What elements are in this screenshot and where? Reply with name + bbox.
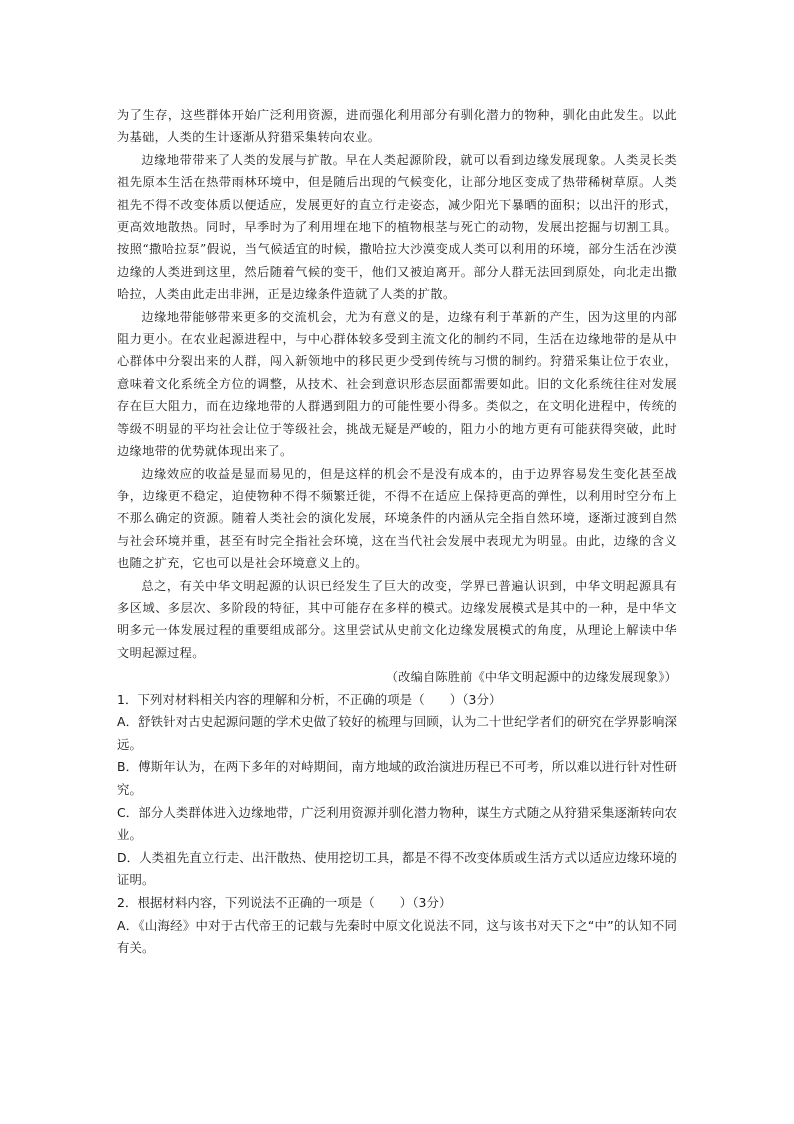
- question-2: [117, 892, 677, 960]
- question-1-option-c: C．部分人类群体进入边缘地带，广泛利用资源并驯化潜力物种，谋生方式随之从狩猎采集逐渐转向农业。: [117, 804, 677, 843]
- question-1-stem: 1．下列对材料相关内容的理解和分析，不正确的项是（ ）（3分）: [117, 691, 502, 707]
- question-1-option-a: A．舒铁针对古史起源问题的学术史做了较好的梳理与回顾，认为二十世纪学者们的研究在学界影响深远。: [117, 714, 677, 752]
- reading-passage: [117, 104, 677, 689]
- question-2-option-a: A．《山海经》中对于古代帝王的记载与先秦时中原文化说法不同，这与该书对天下之“中”的认知不同有关。: [117, 917, 677, 956]
- page-content: [117, 104, 677, 960]
- question-section: [117, 689, 677, 960]
- passage-paragraph-5: 总之，有关中华文明起源的认识已经发生了巨大的改变，学界已普遍认识到，中华文明起源具有多区域、多层次、多阶段的特征，其中可能存在多样的模式。边缘发展模式是其中的一种，是中华文明多元一体发展过程的重要组成部分。这里尝试从史前文化边缘发展模式的角度，从理论上解读中华文明起源过程。: [117, 578, 677, 660]
- passage-source-citation: （改编自陈胜前《中华文明起源中的边缘发展现象》）: [385, 670, 677, 685]
- question-1-option-b: B．傅斯年认为，在两下多年的对峙期间，南方地域的政治演进历程已不可考，所以难以进行针对性研究。: [117, 759, 677, 797]
- question-2-stem: 2．根据材料内容，下列说法不正确的一项是（ ）（3分）: [117, 894, 452, 910]
- passage-paragraph-2: 边缘地带带来了人类的发展与扩散。早在人类起源阶段，就可以看到边缘发展现象。人类灵长类祖先原本生活在热带雨林环境中，但是随后出现的气候变化，让部分地区变成了热带稀树草原。人类祖先不得不改变体质以便适应，发展更好的直立行走姿态，减少阳光下暴晒的面积；以出汗的形式，更高效地散热。同时，早季时为了利用埋在地下的植物根茎与死亡的动物，发展出挖掘与切割工具。按照“撒哈拉泵”假说，当气候适宜的时候，撒哈拉大沙漠变成人类可以利用的环境，部分生活在沙漠边缘的人类进到这里，然后随着气候的变干，他们又被迫离开。部分人群无法回到原处，向北走出撒哈拉，人类由此走出非洲，正是边缘条件造就了人类的扩散。: [117, 152, 677, 302]
- passage-paragraph-4: 边缘效应的收益是显而易见的，但是这样的机会不是没有成本的，由于边界容易发生变化甚至战争，边缘更不稳定，迫使物种不得不频繁迁徙，不得不在适应上保持更高的弹性，以利用时空分布上不那么确定的资源。随着人类社会的演化发展，环境条件的内涵从完全指自然环境，逐渐过渡到自然与社会环境并重，甚至有时完全指社会环境，这在当代社会发展中表现尤为明显。由此，边缘的含义也随之扩充，它也可以是社会环境意义上的。: [117, 466, 677, 571]
- question-1-option-d: D．人类祖先直立行走、出汗散热、使用挖切工具，都是不得不改变体质或生活方式以适应边缘环境的证明。: [117, 849, 677, 888]
- question-1: [117, 689, 677, 892]
- passage-paragraph-1: 为了生存，这些群体开始广泛利用资源，进而强化利用部分有驯化潜力的物种，驯化由此发生。以此为基础，人类的生计逐渐从狩猎采集转向农业。: [117, 108, 677, 145]
- passage-paragraph-3: 边缘地带能够带来更多的交流机会，尤为有意义的是，边缘有利于革新的产生，因为这里的内部阻力更小。在农业起源进程中，与中心群体较多受到主流文化的制约不同，生活在边缘地带的是从中心群体中分裂出来的人群，闯入新领地中的移民更少受到传统与习惯的制约。狩猎采集让位于农业，意味着文化系统全方位的调整，从技术、社会到意识形态层面都需要如此。旧的文化系统往往对发展存在巨大阻力，而在边缘地带的人群遇到阻力的可能性要小得多。类似之，在文明化进程中，传统的等级不明显的平均社会让位于等级社会，挑战无疑是严峻的，阻力小的地方更有可能获得突破，此时边缘地带的优势就体现出来了。: [117, 309, 677, 459]
